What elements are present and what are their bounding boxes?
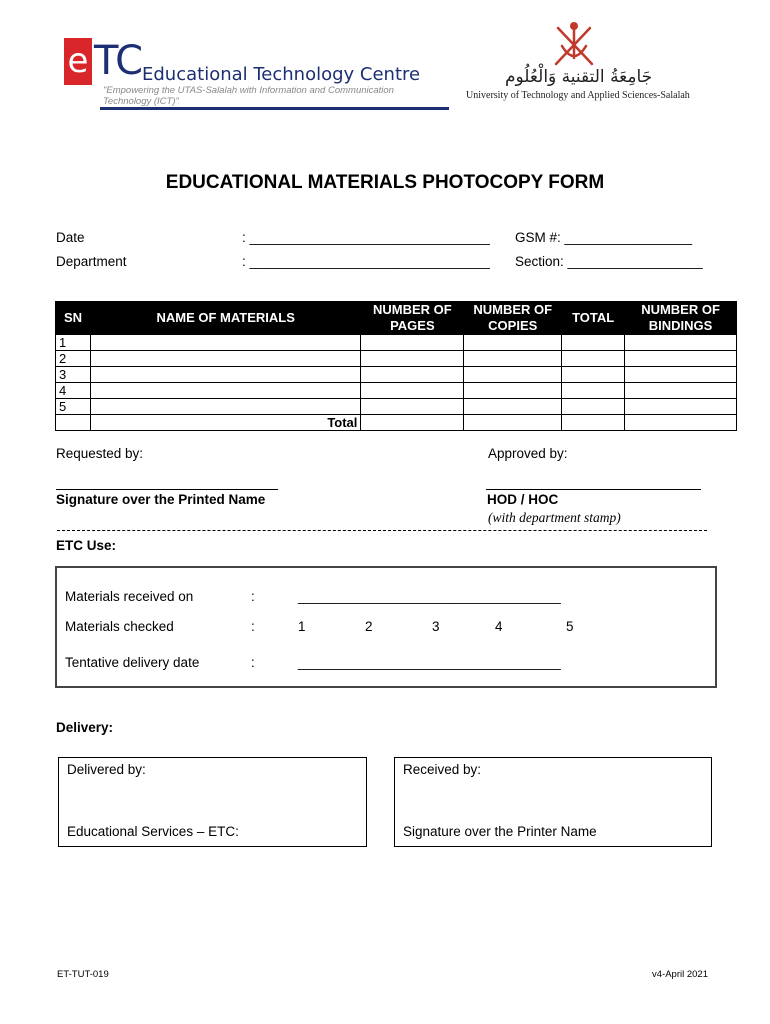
university-emblem-icon xyxy=(552,18,596,66)
received-on-field[interactable]: ___________________________________ xyxy=(298,589,561,604)
cell-pages[interactable] xyxy=(361,399,464,415)
etc-logo-tc: TC xyxy=(94,38,143,84)
total-pages[interactable] xyxy=(361,415,464,431)
department-field[interactable]: : ________________________________ xyxy=(242,254,490,269)
cell-name[interactable] xyxy=(90,367,360,383)
header-rule xyxy=(100,107,449,110)
cell-bindings[interactable] xyxy=(625,399,737,415)
cell-copies[interactable] xyxy=(464,335,562,351)
cell-pages[interactable] xyxy=(361,383,464,399)
cell-bindings[interactable] xyxy=(625,335,737,351)
approved-by-label: Approved by: xyxy=(488,446,568,461)
checked-option-4[interactable]: 4 xyxy=(495,619,503,634)
checked-colon: : xyxy=(251,619,255,634)
delivered-by-label: Delivered by: xyxy=(67,762,146,777)
table-row[interactable] xyxy=(56,335,737,351)
total-total[interactable] xyxy=(562,415,625,431)
table-row[interactable] xyxy=(56,351,737,367)
signature-printed-name-label: Signature over the Printed Name xyxy=(56,492,266,507)
col-copies-header: NUMBER OF COPIES xyxy=(464,302,562,335)
cell-copies[interactable] xyxy=(464,351,562,367)
total-label: Total xyxy=(90,415,360,431)
cell-name[interactable] xyxy=(90,351,360,367)
row-number: 3 xyxy=(56,367,91,383)
cell-total[interactable] xyxy=(562,383,625,399)
col-pages-header: NUMBER OF PAGES xyxy=(361,302,464,335)
checked-option-5[interactable]: 5 xyxy=(566,619,574,634)
requested-by-label: Requested by: xyxy=(56,446,144,461)
delivery-date-label: Tentative delivery date xyxy=(65,655,200,670)
form-title: EDUCATIONAL MATERIALS PHOTOCOPY FORM xyxy=(165,172,605,193)
etc-logo-e: e xyxy=(64,38,92,85)
table-header-row xyxy=(56,302,737,335)
form-version: v4-April 2021 xyxy=(652,969,708,980)
table-row[interactable] xyxy=(56,383,737,399)
requested-signature-line[interactable] xyxy=(56,489,278,490)
educational-services-label: Educational Services – ETC: xyxy=(67,824,239,839)
section-field[interactable]: Section: __________________ xyxy=(515,254,703,269)
checked-option-3[interactable]: 3 xyxy=(432,619,440,634)
delivery-label: Delivery: xyxy=(56,720,114,735)
date-label: Date xyxy=(56,230,85,245)
cell-name[interactable] xyxy=(90,383,360,399)
department-label: Department xyxy=(56,254,127,269)
hod-label: HOD / HOC xyxy=(487,492,559,507)
table-row[interactable] xyxy=(56,399,737,415)
signature-printer-name-label: Signature over the Printer Name xyxy=(403,824,597,839)
col-sn-header: SN xyxy=(56,302,91,335)
total-bindings[interactable] xyxy=(625,415,737,431)
delivery-colon: : xyxy=(251,655,255,670)
section-divider xyxy=(57,530,707,531)
department-stamp-note: (with department stamp) xyxy=(488,510,621,525)
total-copies[interactable] xyxy=(464,415,562,431)
cell-name[interactable] xyxy=(90,335,360,351)
centre-name: Educational Technology Centre xyxy=(142,64,421,85)
date-field[interactable]: : ________________________________ xyxy=(242,230,490,245)
cell-total[interactable] xyxy=(562,351,625,367)
etc-use-label: ETC Use: xyxy=(56,538,117,553)
cell-bindings[interactable] xyxy=(625,351,737,367)
approved-signature-line[interactable] xyxy=(486,489,701,490)
table-total-row xyxy=(56,415,737,431)
checked-label: Materials checked xyxy=(65,619,174,634)
row-number: 2 xyxy=(56,351,91,367)
cell-total[interactable] xyxy=(562,367,625,383)
table-row[interactable] xyxy=(56,367,737,383)
university-name-english: University of Technology and Applied Sciences-Salalah xyxy=(466,90,690,101)
col-total-header: TOTAL xyxy=(562,302,625,335)
delivery-date-field[interactable]: ___________________________________ xyxy=(298,655,561,670)
cell-total[interactable] xyxy=(562,399,625,415)
received-colon: : xyxy=(251,589,255,604)
university-name-arabic: جَامِعَةُ التقنية وَالْعُلُوم xyxy=(505,67,653,87)
cell-bindings[interactable] xyxy=(625,383,737,399)
centre-tagline: "Empowering the UTAS-Salalah with Information and Communication Technology (ICT)" xyxy=(103,85,394,107)
row-number: 4 xyxy=(56,383,91,399)
received-on-label: Materials received on xyxy=(65,589,194,604)
col-name-header: NAME OF MATERIALS xyxy=(90,302,360,335)
gsm-field[interactable]: GSM #: _________________ xyxy=(515,230,693,245)
received-by-label: Received by: xyxy=(403,762,482,777)
cell-bindings[interactable] xyxy=(625,367,737,383)
cell-copies[interactable] xyxy=(464,367,562,383)
cell-pages[interactable] xyxy=(361,351,464,367)
checked-option-2[interactable]: 2 xyxy=(365,619,373,634)
row-number: 1 xyxy=(56,335,91,351)
row-number: 5 xyxy=(56,399,91,415)
cell-pages[interactable] xyxy=(361,335,464,351)
checked-option-1[interactable]: 1 xyxy=(298,619,306,634)
cell-copies[interactable] xyxy=(464,399,562,415)
col-bindings-header: NUMBER OF BINDINGS xyxy=(625,302,737,335)
cell-copies[interactable] xyxy=(464,383,562,399)
total-empty-cell xyxy=(56,415,91,431)
cell-pages[interactable] xyxy=(361,367,464,383)
materials-table xyxy=(55,301,737,431)
cell-name[interactable] xyxy=(90,399,360,415)
form-code: ET-TUT-019 xyxy=(57,969,109,980)
cell-total[interactable] xyxy=(562,335,625,351)
